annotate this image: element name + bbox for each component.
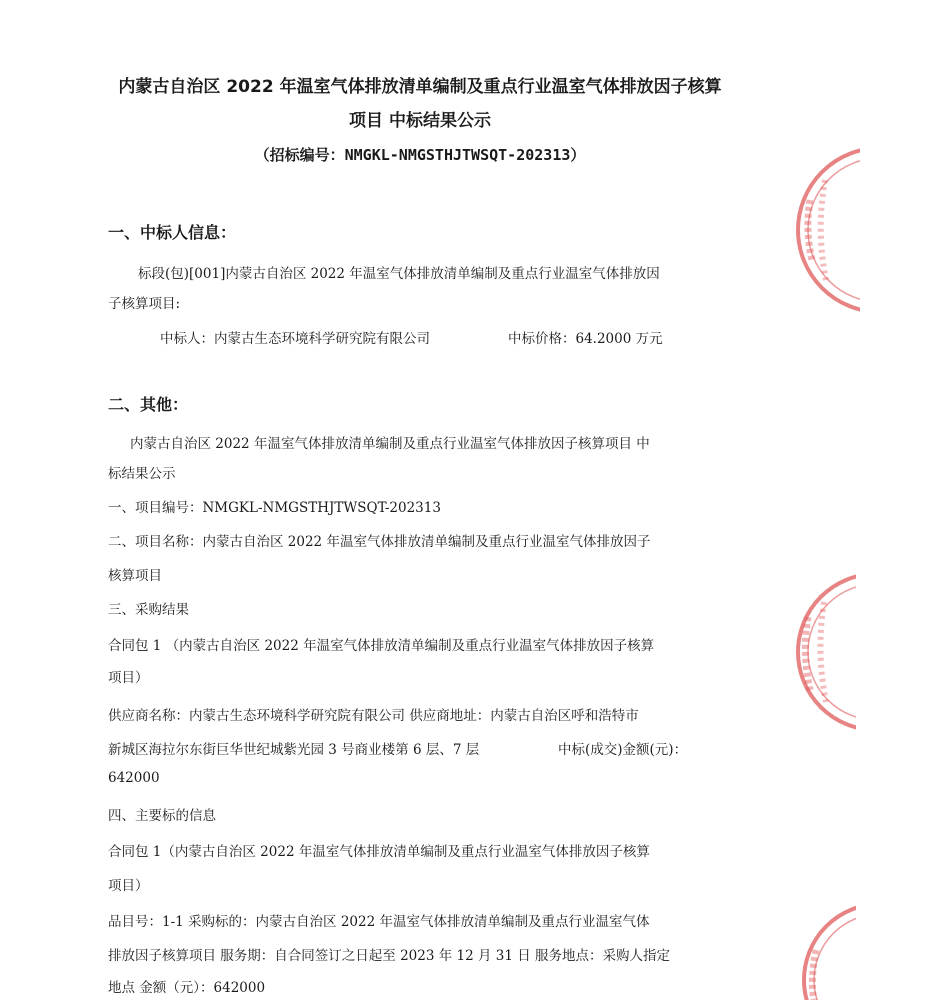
section1-heading: 一、中标人信息： <box>108 223 237 242</box>
item-detail-line3: 地点 金额（元）：642000 <box>108 980 266 996</box>
supplier-address-line2: 新城区海拉尔东街巨华世纪城紫光园 3 号商业楼第 6 层、7 层 <box>108 742 480 758</box>
notice-line1: 内蒙古自治区 2022 年温室气体排放清单编制及重点行业温室气体排放因子核算项目 中 <box>130 436 650 452</box>
notice-line2: 标结果公示 <box>108 466 176 482</box>
supplier-line1: 供应商名称：内蒙古生态环境科学研究院有限公司 供应商地址：内蒙古自治区呼和浩特市 <box>108 708 639 724</box>
document-title-line2: 项目 中标结果公示 <box>349 111 491 131</box>
lot-line2: 子核算项目: <box>108 296 181 312</box>
price-row <box>508 327 663 347</box>
item-detail-line1: 品目号：1-1 采购标的：内蒙古自治区 2022 年温室气体排放清单编制及重点行业温室气体 <box>108 914 650 930</box>
project-number: 一、项目编号：NMGKL-NMGSTHJTWSQT-202313 <box>108 500 441 516</box>
section2-heading: 二、其他： <box>108 395 189 414</box>
contract-package2-line2: 项目） <box>108 878 149 894</box>
price-value: 64.2000 万元 <box>575 331 663 347</box>
winner-label: 中标人： <box>160 331 214 347</box>
main-subject-heading: 四、主要标的信息 <box>108 808 216 824</box>
tender-code: （招标编号：NMGKL-NMGSTHJTWSQT-202313） <box>254 146 586 164</box>
seal-stamp-bottom <box>790 890 856 1000</box>
procurement-result-heading: 三、采购结果 <box>108 602 189 618</box>
price-label: 中标价格： <box>508 331 576 347</box>
contract-package-line1: 合同包 1 （内蒙古自治区 2022 年温室气体排放清单编制及重点行业温室气体排放因子核算 <box>108 638 655 654</box>
project-name-line1: 二、项目名称：内蒙古自治区 2022 年温室气体排放清单编制及重点行业温室气体排放因子 <box>108 534 651 550</box>
winner-name: 内蒙古生态环境科学研究院有限公司 <box>214 331 430 347</box>
contract-package2-line1: 合同包 1（内蒙古自治区 2022 年温室气体排放清单编制及重点行业温室气体排放因子核算 <box>108 844 650 860</box>
contract-package-line2: 项目） <box>108 670 149 686</box>
document-title-line1: 内蒙古自治区 2022 年温室气体排放清单编制及重点行业温室气体排放因子核算 <box>118 77 722 97</box>
project-name-line2: 核算项目 <box>108 568 162 584</box>
item-detail-line2: 排放因子核算项目 服务期：自合同签订之日起至 2023 年 12 月 31 日 服务地点：采购人指定 <box>108 948 671 964</box>
award-amount: 642000 <box>108 770 160 786</box>
lot-line1: 标段(包)[001]内蒙古自治区 2022 年温室气体排放清单编制及重点行业温室气体排放因 <box>138 266 660 282</box>
award-amount-label: 中标(成交)金额(元)： <box>558 742 688 758</box>
winner-row <box>160 327 430 347</box>
seal-stamp-top <box>780 140 860 320</box>
seal-stamp-middle <box>776 572 856 732</box>
